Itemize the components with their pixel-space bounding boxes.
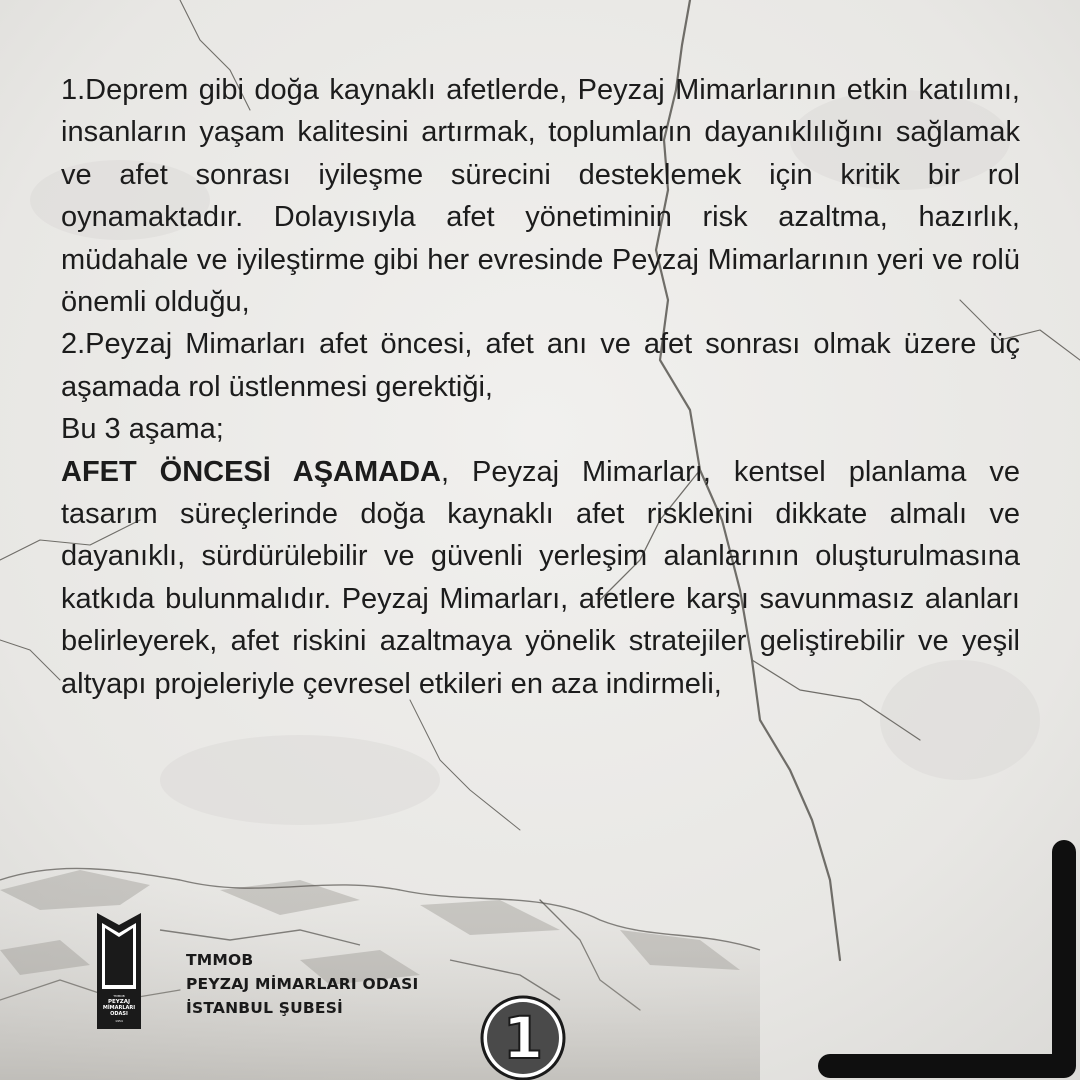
logo-line-1: TMMOB (113, 994, 125, 998)
corner-bracket-icon (818, 840, 1080, 1080)
main-text-block (61, 69, 1020, 705)
paragraph-1: 1.Deprem gibi doğa kaynaklı afetlerde, Peyzaj Mimarlarının etkin katılımı, insanların yaşam kalitesini artırmak, toplumların dayanıklılığını sağlamak ve afet sonrası iyileşme sürecini desteklemek için kritik bir rol oynamaktadır. Dolayısıyla afet yönetiminin risk azaltma, hazırlık, müdahale ve iyileştirme gibi her evresinde Peyzaj Mimarlarının yeri ve rolü önemli olduğu, (61, 74, 1020, 319)
paragraph-2: 2.Peyzaj Mimarları afet öncesi, afet anı ve afet sonrası olmak üzere üç aşamada rol üstlenmesi gerektiği, (61, 328, 1020, 403)
organization-name (186, 948, 418, 1020)
org-line-branch: İSTANBUL ŞUBESİ (186, 999, 344, 1017)
paragraph-3: Bu 3 aşama; (61, 413, 224, 446)
page-number: 1 (502, 1004, 544, 1072)
paragraph-4-body: , Peyzaj Mimarları, kentsel planlama ve tasarım süreçlerinde doğa kaynaklı afet risklerini dikkate almalı ve dayanıklı, sürdürülebilir ve güvenli yerleşim alanlarının oluşturulmasına katkıda bulunmalıdır. Peyzaj Mimarları, afetlere karşı savunmasız alanları belirleyerek, afet riskini azaltmaya yönelik stratejiler geliştirebilir ve yeşil altyapı projeleriyle çevresel etkileri en aza indirmeli, (61, 455, 1020, 700)
afet-oncesi-heading: AFET ÖNCESİ AŞAMADA (61, 455, 441, 488)
paragraph-4 (61, 451, 1020, 705)
logo-line-4: ODASI (110, 1011, 128, 1017)
org-line-chamber: PEYZAJ MİMARLARI ODASI (186, 975, 419, 993)
logo-line-3: MİMARLARI (102, 1005, 136, 1011)
logo-line-5: 1954 (115, 1019, 123, 1023)
org-line-tmmob: TMMOB (186, 951, 254, 969)
peyzaj-odasi-logo-icon (97, 913, 141, 1029)
logo-line-2: PEYZAJ (107, 999, 131, 1005)
